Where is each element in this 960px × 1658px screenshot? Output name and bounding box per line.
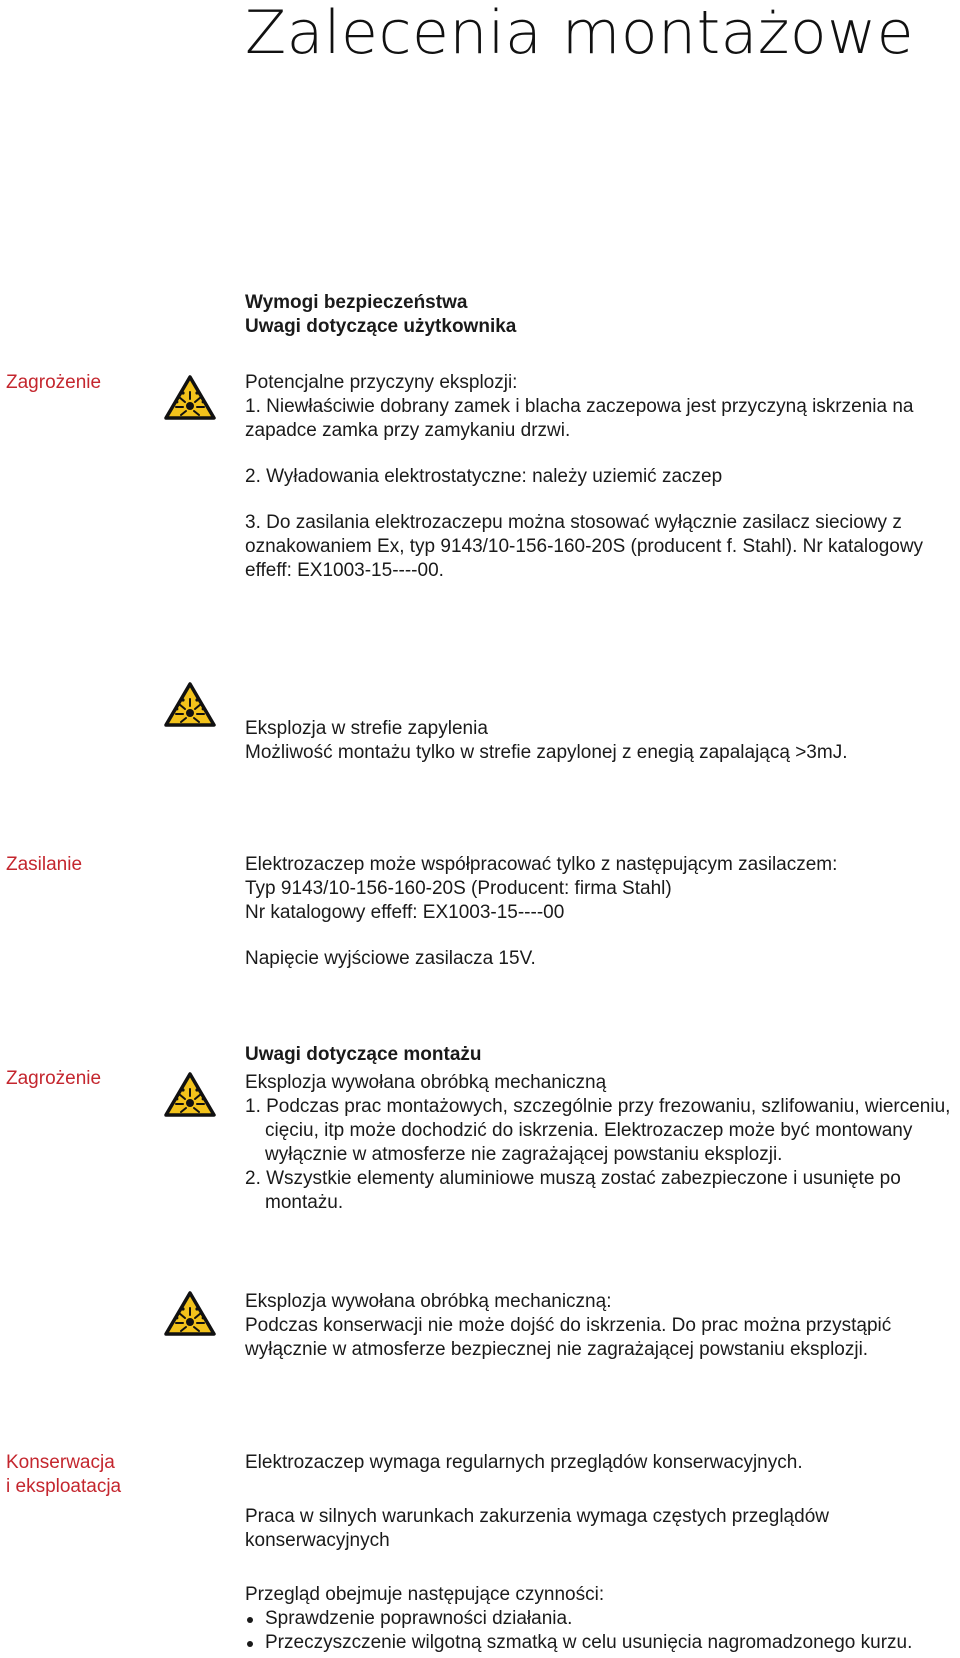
maintenance-label-line-1: Konserwacja — [6, 1452, 115, 1473]
hazard-explosion-causes — [245, 371, 960, 583]
hazard-item-1: 1. Niewłaściwie dobrany zamek i blacha zaczepowa jest przyczyną iskrzenia na zapadce zamka przy zamykaniu drzwi. — [245, 396, 914, 441]
dust-zone-text: Możliwość montażu tylko w strefie zapylonej z enegią zapalającą >3mJ. — [245, 742, 848, 763]
intro-headings — [245, 291, 960, 339]
hazard-label: Zagrożenie — [6, 1068, 102, 1089]
maintenance-para-2: Praca w silnych warunkach zakurzenia wymaga częstych przeglądów konserwacyjnych — [245, 1506, 829, 1551]
mounting-heading: Uwagi dotyczące montażu — [245, 1044, 482, 1065]
intro-heading-user: Uwagi dotyczące użytkownika — [245, 316, 517, 337]
hazard-item-3: 3. Do zasilania elektrozaczepu można stosować wyłącznie zasilacz sieciowy z oznakowaniem Ex, typ 9143/10-156-160-20S (producent f. Stahl). Nr katalogowy effeff: EX1003-15----00. — [245, 512, 924, 581]
dust-zone-title: Eksplozja w strefie zapylenia — [245, 718, 488, 739]
page-title: Zalecenia montażowe — [245, 0, 915, 68]
explosion-warning-icon — [164, 682, 216, 728]
intro-heading-safety: Wymogi bezpieczeństwa — [245, 292, 468, 313]
mounting-notes — [245, 1043, 960, 1215]
supply-line-3: Nr katalogowy effeff: EX1003-15----00 — [245, 902, 565, 923]
maintenance-bullet: Sprawdzenie poprawności działania. — [245, 1607, 960, 1631]
supply-line-1: Elektrozaczep może współpracować tylko z następującym zasilaczem: — [245, 854, 838, 875]
maintenance-warning-text: Podczas konserwacji nie może dojść do iskrzenia. Do prac można przystąpić wyłącznie w atmosferze bezpiecznej nie zagrażającej powstaniu eksplozji. — [245, 1315, 892, 1360]
supply-section — [245, 853, 960, 971]
mounting-item-2: 2. Wszystkie elementy aluminiowe muszą zostać zabezpieczone i usunięte po montażu. — [245, 1168, 901, 1213]
supply-line-2: Typ 9143/10-156-160-20S (Producent: firma Stahl) — [245, 878, 672, 899]
explosion-warning-icon — [164, 1291, 216, 1337]
explosion-warning-icon — [164, 1072, 216, 1118]
explosion-warning-icon — [164, 375, 216, 421]
maintenance-bullet: Przeczyszczenie wilgotną szmatką w celu usunięcia nagromadzonego kurzu. — [245, 1631, 960, 1655]
hazard-item-2: 2. Wyładowania elektrostatyczne: należy uziemić zaczep — [245, 466, 723, 487]
dust-zone-warning — [245, 717, 960, 765]
supply-label: Zasilanie — [6, 854, 83, 875]
supply-voltage: Napięcie wyjściowe zasilacza 15V. — [245, 948, 536, 969]
maintenance-para-3: Przegląd obejmuje następujące czynności: — [245, 1584, 605, 1605]
maintenance-label-line-2: i eksploatacja — [6, 1476, 122, 1497]
hazard-intro: Potencjalne przyczyny eksplozji: — [245, 372, 518, 393]
maintenance-para-1: Elektrozaczep wymaga regularnych przeglądów konserwacyjnych. — [245, 1452, 803, 1473]
maintenance-warning-title: Eksplozja wywołana obróbką mechaniczną: — [245, 1291, 612, 1312]
maintenance-label — [6, 1451, 121, 1499]
mounting-subheading: Eksplozja wywołana obróbką mechaniczną — [245, 1072, 607, 1093]
mounting-item-1: 1. Podczas prac montażowych, szczególnie przy frezowaniu, szlifowaniu, wierceniu, cięciu, itp może dochodzić do iskrzenia. Elektrozaczep może być montowany wyłącznie w atmosferze nie zagrażającej powstaniu eksplozji. — [245, 1096, 951, 1165]
maintenance-section — [245, 1451, 960, 1655]
hazard-label: Zagrożenie — [6, 372, 102, 393]
maintenance-warning — [245, 1290, 960, 1362]
